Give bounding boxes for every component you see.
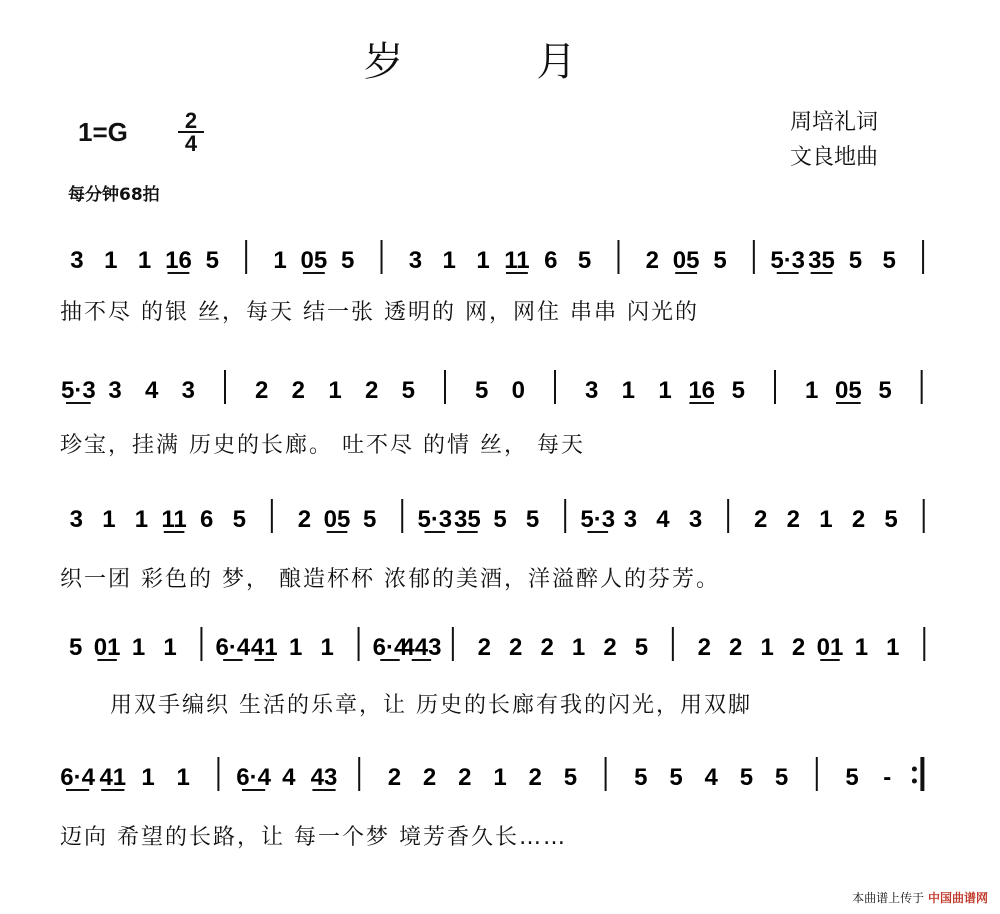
note: 1 bbox=[273, 247, 287, 274]
note: 2 bbox=[540, 634, 554, 661]
note: 6 bbox=[199, 506, 214, 533]
score-row-2 bbox=[52, 368, 922, 404]
note: 5 bbox=[474, 377, 489, 404]
note: - bbox=[883, 764, 892, 791]
note: 3 bbox=[70, 247, 84, 274]
note: 05 bbox=[834, 377, 862, 404]
note: 1 bbox=[176, 764, 190, 791]
lyric-line-4: 用双手编织 生活的乐章，让 历史的长廊有我的闪光，用双脚 bbox=[110, 693, 752, 718]
note: 5 bbox=[731, 377, 746, 404]
score-row-3 bbox=[52, 497, 924, 533]
note: 01 bbox=[816, 634, 844, 661]
note: 2 bbox=[477, 634, 491, 661]
note: 6·4 bbox=[60, 764, 95, 791]
note: 16 bbox=[688, 377, 716, 404]
note: 6·4 bbox=[215, 634, 251, 661]
repeat-dot bbox=[912, 779, 917, 784]
note: 5 bbox=[525, 506, 540, 533]
note: 1 bbox=[493, 764, 507, 791]
note: 3 bbox=[584, 377, 599, 404]
footer-prefix: 本曲谱上传于 bbox=[852, 891, 925, 905]
note: 5 bbox=[205, 247, 219, 274]
note: 1 bbox=[854, 634, 869, 661]
note: 1 bbox=[134, 506, 149, 533]
note: 35 bbox=[808, 247, 835, 274]
note: 6·4 bbox=[236, 764, 271, 791]
note: 1 bbox=[571, 634, 586, 661]
note: 11 bbox=[504, 247, 530, 274]
note: 0 bbox=[511, 377, 526, 404]
note: 16 bbox=[165, 247, 192, 274]
note: 5 bbox=[774, 764, 789, 791]
note: 5 bbox=[634, 764, 648, 791]
time-signature-top: 2 bbox=[184, 108, 198, 133]
footer-site: 中国曲谱网 bbox=[927, 891, 988, 905]
note: 05 bbox=[672, 247, 700, 274]
note: 2 bbox=[458, 764, 472, 791]
source-footer bbox=[852, 889, 988, 906]
note: 2 bbox=[297, 506, 312, 533]
note: 6 bbox=[544, 247, 558, 274]
note: 5 bbox=[577, 247, 592, 274]
note: 1 bbox=[886, 634, 900, 661]
note: 6·4 bbox=[372, 634, 408, 661]
note: 01 bbox=[93, 634, 121, 661]
note: 5 bbox=[739, 764, 754, 791]
note: 41 bbox=[250, 634, 278, 661]
note: 05 bbox=[323, 506, 351, 533]
note: 35 bbox=[454, 506, 481, 533]
note: 2 bbox=[729, 634, 743, 661]
note: 4 bbox=[144, 377, 159, 404]
note: 1 bbox=[476, 247, 490, 274]
note: 41 bbox=[99, 764, 127, 791]
note: 1 bbox=[141, 764, 155, 791]
score-row-4 bbox=[52, 625, 924, 661]
note: 5 bbox=[713, 247, 727, 274]
note: 443 bbox=[401, 634, 442, 661]
note: 5 bbox=[634, 634, 649, 661]
note: 5 bbox=[341, 247, 355, 274]
note: 5·3 bbox=[580, 506, 616, 533]
note: 5 bbox=[362, 506, 377, 533]
song-title: 岁 月 bbox=[363, 39, 637, 85]
note: 5 bbox=[882, 247, 896, 274]
note: 1 bbox=[621, 377, 636, 404]
lyricist-credit: 周培礼词 bbox=[790, 110, 879, 135]
note: 1 bbox=[658, 377, 672, 404]
note: 1 bbox=[760, 634, 774, 661]
lyric-line-2: 珍宝，挂满 历史的长廊。 吐不尽 的情 丝， 每天 bbox=[60, 433, 585, 458]
note: 5 bbox=[669, 764, 683, 791]
note: 2 bbox=[603, 634, 617, 661]
note: 5 bbox=[563, 764, 578, 791]
note: 1 bbox=[320, 634, 334, 661]
note: 3 bbox=[408, 247, 423, 274]
note: 1 bbox=[163, 634, 177, 661]
key-signature: 1=G bbox=[78, 117, 128, 147]
note: 2 bbox=[387, 764, 402, 791]
note: 1 bbox=[137, 247, 152, 274]
score-row-1 bbox=[52, 238, 923, 274]
time-signature-bottom: 4 bbox=[178, 131, 204, 154]
note: 1 bbox=[328, 377, 342, 404]
note: 2 bbox=[697, 634, 711, 661]
note: 3 bbox=[69, 506, 83, 533]
note: 1 bbox=[131, 634, 146, 661]
note: 2 bbox=[422, 764, 437, 791]
note: 5 bbox=[493, 506, 507, 533]
composer-credit: 文良地曲 bbox=[790, 145, 879, 170]
note: 5 bbox=[884, 506, 898, 533]
note: 1 bbox=[804, 377, 819, 404]
note: 3 bbox=[181, 377, 196, 404]
note: 2 bbox=[791, 634, 806, 661]
note: 2 bbox=[786, 506, 801, 533]
note: 43 bbox=[310, 764, 338, 791]
lyric-line-1: 抽不尽 的银 丝，每天 结一张 透明的 网，网住 串串 闪光的 bbox=[60, 300, 699, 325]
note: 5·3 bbox=[417, 506, 453, 533]
note: 4 bbox=[282, 764, 296, 791]
note: 2 bbox=[254, 377, 269, 404]
note: 5 bbox=[878, 377, 892, 404]
note: 5 bbox=[69, 634, 83, 661]
note: 2 bbox=[754, 506, 768, 533]
note: 1 bbox=[102, 506, 116, 533]
note: 1 bbox=[104, 247, 118, 274]
lyric-line-5: 迈向 希望的长路，让 每一个梦 境芳香久长…… bbox=[60, 825, 567, 850]
lyric-line-3: 织一团 彩色的 梦， 酿造杯杯 浓郁的美酒，洋溢醉人的芬芳。 bbox=[60, 567, 720, 592]
note: 1 bbox=[289, 634, 303, 661]
note: 5·3 bbox=[60, 377, 96, 404]
note: 5 bbox=[232, 506, 246, 533]
note: 2 bbox=[291, 377, 306, 404]
note: 5 bbox=[848, 247, 863, 274]
note: 5 bbox=[845, 764, 859, 791]
note: 2 bbox=[645, 247, 659, 274]
note: 05 bbox=[300, 247, 328, 274]
note: 2 bbox=[509, 634, 523, 661]
note: 3 bbox=[108, 377, 122, 404]
note: 4 bbox=[656, 506, 670, 533]
note: 2 bbox=[851, 506, 866, 533]
repeat-dot bbox=[912, 767, 917, 772]
note: 11 bbox=[161, 506, 187, 533]
note: 1 bbox=[819, 506, 833, 533]
note: 3 bbox=[623, 506, 638, 533]
note: 2 bbox=[364, 377, 379, 404]
note: 5 bbox=[401, 377, 416, 404]
note: 4 bbox=[704, 764, 718, 791]
tempo-marking: 每分钟68拍 bbox=[68, 185, 160, 205]
note: 5·3 bbox=[770, 247, 806, 274]
score-row-5 bbox=[52, 755, 922, 791]
note: 2 bbox=[528, 764, 542, 791]
note: 1 bbox=[442, 247, 456, 274]
note: 3 bbox=[688, 506, 703, 533]
